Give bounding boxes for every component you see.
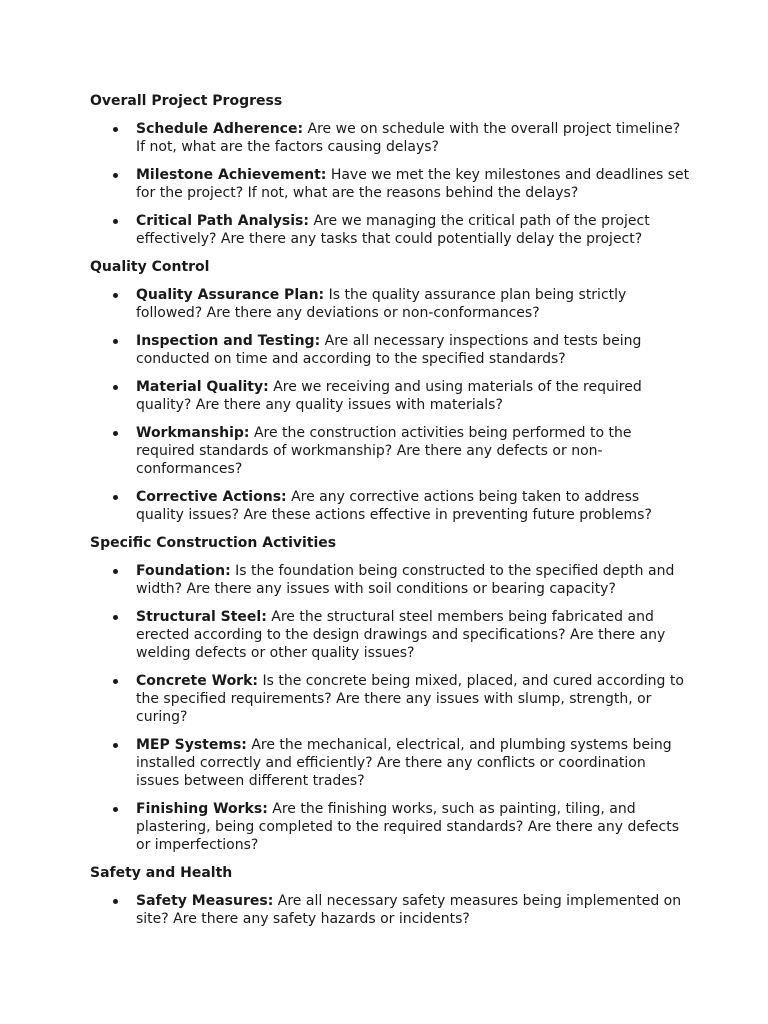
item-text: Is the concrete being mixed, placed, and cured according to the specified requirements? Are there any issues with slump, strength, or curing?: [136, 673, 684, 725]
item-text: Are we managing the critical path of the project effectively? Are there any tasks that could potentially delay the project?: [136, 213, 650, 247]
bullet-list: [90, 562, 690, 854]
item-term: Workmanship:: [136, 425, 250, 441]
bullet-icon: [113, 173, 118, 178]
item-term: Material Quality:: [136, 379, 269, 395]
bullet-icon: [113, 431, 118, 436]
list-item: [90, 672, 690, 726]
bullet-icon: [113, 219, 118, 224]
item-term: Concrete Work:: [136, 673, 258, 689]
item-text: Are the construction activities being performed to the required standards of workmanship? Are there any defects or non-conformances?: [136, 425, 632, 477]
item-term: Foundation:: [136, 563, 231, 579]
item-term: Critical Path Analysis:: [136, 213, 309, 229]
bullet-icon: [113, 743, 118, 748]
list-item: [90, 212, 690, 248]
section-heading: Quality Control: [90, 259, 210, 275]
list-item: [90, 608, 690, 662]
section-heading: Specific Construction Activities: [90, 535, 337, 551]
list-item: [90, 562, 690, 598]
item-term: Milestone Achievement:: [136, 167, 327, 183]
item-text: Have we met the key milestones and deadlines set for the project? If not, what are the reasons behind the delays?: [136, 167, 690, 201]
item-term: Finishing Works:: [136, 801, 268, 817]
list-item: [90, 424, 690, 478]
item-term: Structural Steel:: [136, 609, 267, 625]
list-item: [90, 286, 690, 322]
bullet-icon: [113, 339, 118, 344]
item-text: Is the quality assurance plan being strictly followed? Are there any deviations or non-conformances?: [136, 287, 627, 321]
bullet-icon: [113, 807, 118, 812]
list-item: [90, 800, 690, 854]
document-page: [90, 92, 690, 938]
list-item: [90, 378, 690, 414]
item-text: Are any corrective actions being taken to address quality issues? Are these actions effective in preventing future problems?: [136, 489, 652, 523]
item-text: Are the structural steel members being fabricated and erected according to the design drawings and specifications? Are there any welding defects or other quality issues?: [136, 609, 666, 661]
section-specific-construction-activities: [90, 534, 690, 854]
section-heading: Overall Project Progress: [90, 93, 283, 109]
bullet-icon: [113, 293, 118, 298]
list-item: [90, 120, 690, 156]
bullet-icon: [113, 495, 118, 500]
bullet-list: [90, 892, 690, 928]
list-item: [90, 166, 690, 202]
list-item: [90, 332, 690, 368]
item-text: Are the mechanical, electrical, and plumbing systems being installed correctly and efficiently? Are there any conflicts or coordination issues between different trades?: [136, 737, 672, 789]
item-text: Are all necessary safety measures being implemented on site? Are there any safety hazards or incidents?: [136, 893, 682, 927]
bullet-icon: [113, 385, 118, 390]
item-text: Are we on schedule with the overall project timeline? If not, what are the factors causing delays?: [136, 121, 681, 155]
item-term: Quality Assurance Plan:: [136, 287, 325, 303]
bullet-icon: [113, 569, 118, 574]
item-term: Safety Measures:: [136, 893, 274, 909]
item-term: MEP Systems:: [136, 737, 247, 753]
item-text: Are all necessary inspections and tests being conducted on time and according to the specified standards?: [136, 333, 642, 367]
item-term: Schedule Adherence:: [136, 121, 304, 137]
bullet-icon: [113, 615, 118, 620]
item-text: Are we receiving and using materials of the required quality? Are there any quality issues with materials?: [136, 379, 642, 413]
bullet-list: [90, 120, 690, 248]
bullet-list: [90, 286, 690, 524]
bullet-icon: [113, 127, 118, 132]
item-term: Inspection and Testing:: [136, 333, 321, 349]
list-item: [90, 488, 690, 524]
item-text: Are the finishing works, such as painting, tiling, and plastering, being completed to the required standards? Are there any defects or imperfections?: [136, 801, 679, 853]
item-text: Is the foundation being constructed to the specified depth and width? Are there any issues with soil conditions or bearing capacity?: [136, 563, 675, 597]
bullet-icon: [113, 899, 118, 904]
list-item: [90, 892, 690, 928]
section-quality-control: [90, 258, 690, 524]
list-item: [90, 736, 690, 790]
item-term: Corrective Actions:: [136, 489, 287, 505]
bullet-icon: [113, 679, 118, 684]
section-heading: Safety and Health: [90, 865, 233, 881]
section-overall-project-progress: [90, 92, 690, 248]
section-safety-and-health: [90, 864, 690, 928]
